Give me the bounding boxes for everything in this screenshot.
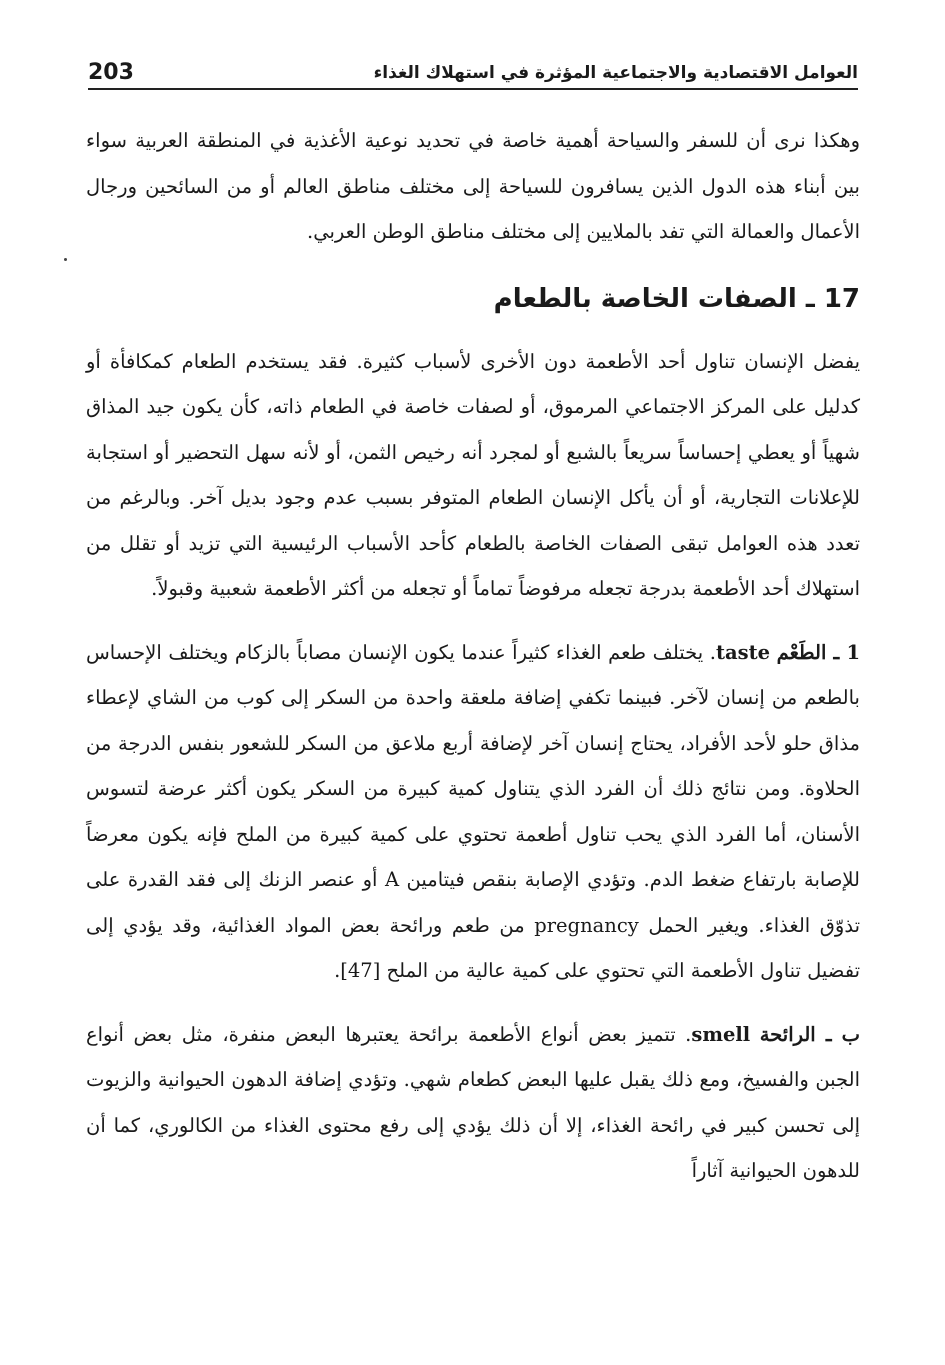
margin-speck (64, 258, 67, 261)
taste-text-3: من طعم ورائحة بعض المواد الغذائية، وقد يؤدي إلى تفضيل تناول الأطعمة التي تحتوي على كمية عالية من الملح (86, 913, 860, 982)
taste-label: 1 ـ الطَعْم (776, 640, 861, 664)
section-heading: 17 ـ الصفات الخاصة بالطعام (493, 283, 860, 314)
taste-text-1: . يختلف طعم الغذاء كثيراً عندما يكون الإنسان مصاباً بالزكام ويختلف الإحساس بالطعم من إنسان لآخر. فبينما تكفي إضافة ملعقة واحدة من السكر إلى كوب من الشاي لإعطاء مذاق حلو لأحد الأفراد، يحتاج إنسان آخر لإضافة أربع ملاعق من السكر للشعور بنفس الدرجة من الحلاوة. ومن نتائج ذلك أن الفرد الذي يتناول كمية كبيرة من السكر يكون أكثر عرضة لتسوس الأسنان، أما الفرد الذي يحب تناول أطعمة تحتوي على كمية كبيرة من الملح فإنه يكون معرضاً للإصابة بارتفاع ضغط الدم. وتؤدي الإصابة بنقص فيتامين (86, 640, 860, 891)
citation: [47] (340, 959, 381, 982)
page-number: 203 (88, 60, 134, 85)
page-header (88, 52, 858, 90)
taste-paragraph (86, 630, 860, 994)
smell-paragraph (86, 1012, 860, 1194)
intro-paragraph: وهكذا نرى أن للسفر والسياحة أهمية خاصة في تحديد نوعية الأغذية في المنطقة العربية سواء بين أبناء هذه الدول الذين يسافرون للسياحة إلى مختلف مناطق العالم أو من السائحين ورجال الأعمال والعمالة التي تفد بالملايين إلى مختلف مناطق الوطن العربي. (86, 129, 860, 243)
taste-term: taste (715, 640, 771, 664)
taste-text-2: أو عنصر الزنك إلى فقد القدرة على تذوّق الغذاء. ويغير الحمل (86, 868, 860, 937)
smell-text: . تتميز بعض أنواع الأطعمة برائحة يعتبرها البعض منفرة، مثل بعض أنواع الجبن والفسيخ، ومع ذلك يقبل عليها البعض كطعام شهي. وتؤدي إضافة الدهون الحيوانية والزيوت إلى تحسن كبير في رائحة الغذاء، إلا أن ذلك يؤدي إلى رفع محتوى الغذاء من الكالوري، كما أن للدهون الحيوانية آثاراً (86, 1022, 860, 1182)
smell-label: ب ـ الرائحة (759, 1022, 860, 1046)
taste-ending: . (334, 959, 341, 982)
section-paragraph: يفضل الإنسان تناول أحد الأطعمة دون الأخرى لأسباب كثيرة. فقد يستخدم الطعام كمكافأة أو كدليل على المركز الاجتماعي المرموق، أو لصفات خاصة في الطعام ذاته، كأن يكون جيد المذاق شهياً أو يعطي إحساساً سريعاً بالشبع أو لمجرد أنه رخيص الثمن، أو لأنه سهل التحضير أو استجابة للإعلانات التجارية، أو أن يأكل الإنسان الطعام المتوفر بسبب عدم وجود بديل آخر. وبالرغم من تعدد هذه العوامل تبقى الصفات الخاصة بالطعام كأحد الأسباب الرئيسية التي تزيد أو تقلل من استهلاك أحد الأطعمة بدرجة تجعله مرفوضاً تماماً أو تجعله من أكثر الأطعمة شعبية وقبولاً. (86, 349, 860, 600)
pregnancy-term: pregnancy (534, 913, 639, 937)
page-body (86, 118, 860, 1194)
running-head: العوامل الاقتصادية والاجتماعية المؤثرة في استهلاك الغذاء (373, 63, 858, 83)
vitamin-letter: A (384, 868, 400, 891)
smell-term: smell (691, 1022, 751, 1046)
